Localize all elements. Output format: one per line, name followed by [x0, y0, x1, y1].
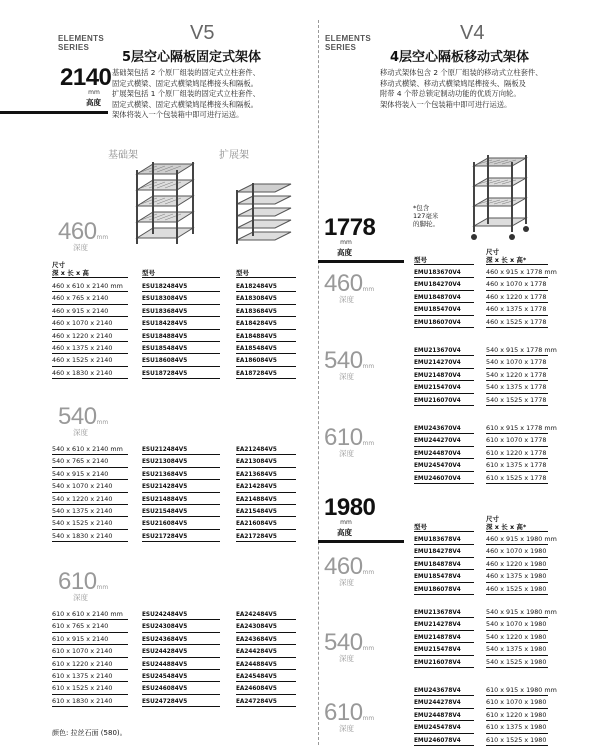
size-cell: 540 x 1070 x 1778 — [486, 356, 548, 368]
model-cell: EMU215470V4 — [414, 381, 474, 393]
v5-title: 5层空心隔板固定式架体 — [122, 50, 262, 65]
v5-ext-model-column — [236, 280, 296, 379]
model-cell: ESU185484V5 — [142, 342, 220, 354]
size-cell: 610 x 1220 x 1778 — [486, 447, 548, 459]
v4-depth-label: 深度 — [339, 295, 354, 304]
depth-unit: mm — [96, 584, 109, 591]
model-cell: ESU213084V5 — [142, 455, 220, 467]
model-cell: EA183084V5 — [236, 292, 296, 304]
v4-height-unit: mm — [340, 519, 352, 526]
model-cell: EMU186070V4 — [414, 316, 474, 328]
v5-code: V5 — [190, 22, 215, 44]
v5-ext-shelf-illustration — [235, 182, 293, 246]
v4-height-unit: mm — [340, 239, 352, 246]
model-cell: EA212484V5 — [236, 443, 296, 455]
size-cell: 610 x 1525 x 2140 — [52, 682, 128, 694]
model-cell: EA245484V5 — [236, 670, 296, 682]
model-cell: EMU214878V4 — [414, 631, 474, 643]
size-cell: 460 x 1525 x 2140 — [52, 354, 128, 366]
size-cell: 540 x 1220 x 1980 — [486, 631, 548, 643]
model-cell: EA214284V5 — [236, 480, 296, 492]
depth-unit: mm — [362, 286, 375, 293]
model-cell: EA216084V5 — [236, 517, 296, 529]
size-cell: 540 x 1525 x 1778 — [486, 394, 548, 406]
v4-model-column — [414, 422, 474, 484]
model-cell: ESU215484V5 — [142, 505, 220, 517]
caster-note-line: *包含 — [413, 204, 430, 212]
v4-size-column — [486, 606, 557, 668]
size-header-line2: 深 x 长 x 高 — [52, 269, 89, 277]
v4-mobile-shelf-illustration — [470, 152, 530, 244]
model-cell: EA187284V5 — [236, 367, 296, 379]
size-cell: 460 x 1830 x 2140 — [52, 367, 128, 379]
v4-model-column — [414, 266, 474, 328]
size-cell: 540 x 765 x 2140 — [52, 455, 128, 467]
model-cell: EMU184270V4 — [414, 278, 474, 290]
model-cell: ESU214884V5 — [142, 493, 220, 505]
v5-ext-model-column — [236, 608, 296, 707]
size-cell: 610 x 1525 x 1778 — [486, 472, 548, 484]
size-cell: 460 x 1070 x 2140 — [52, 317, 128, 329]
v4-series-label-line2: SERIES — [325, 43, 357, 52]
model-cell: EMU243678V4 — [414, 684, 474, 696]
model-cell: ESU183084V5 — [142, 292, 220, 304]
size-cell: 610 x 1375 x 2140 — [52, 670, 128, 682]
depth-unit: mm — [96, 234, 109, 241]
model-cell: ESU184884V5 — [142, 330, 220, 342]
v4-size-column — [486, 344, 557, 406]
model-cell: EMU244878V4 — [414, 709, 474, 721]
v5-depth-label: 深度 — [73, 243, 88, 252]
v5-base-label: 基础架 — [108, 150, 138, 161]
v4-height-label: 高度 — [337, 248, 352, 257]
v5-desc-line: 扩展架包括 1 个原厂组装的固定式立柱套件、 — [112, 89, 260, 98]
model-cell: EMU186078V4 — [414, 583, 474, 595]
depth-unit: mm — [362, 569, 375, 576]
size-cell: 610 x 1220 x 1980 — [486, 709, 548, 721]
model-cell: EMU214278V4 — [414, 618, 474, 630]
size-cell: 540 x 1220 x 1778 — [486, 369, 548, 381]
v5-ext-label: 扩展架 — [219, 150, 249, 161]
v4-size-column — [486, 533, 557, 595]
model-cell: EA213684V5 — [236, 468, 296, 480]
size-header-line2: 深 x 长 x 高* — [486, 256, 527, 264]
v5-height-label: 高度 — [86, 98, 101, 107]
v4-title: 4层空心隔板移动式架体 — [390, 50, 530, 65]
model-cell: EMU214870V4 — [414, 369, 474, 381]
depth-value: 460 — [324, 270, 363, 297]
model-cell: ESU182484V5 — [142, 280, 220, 292]
size-cell: 610 x 1070 x 2140 — [52, 645, 128, 657]
size-cell: 610 x 1220 x 2140 — [52, 658, 128, 670]
size-cell: 460 x 1525 x 1778 — [486, 316, 548, 328]
model-cell: EA214884V5 — [236, 493, 296, 505]
model-cell: EA184884V5 — [236, 330, 296, 342]
size-cell: 460 x 1525 x 1980 — [486, 583, 548, 595]
model-cell: EMU185470V4 — [414, 303, 474, 315]
size-cell: 540 x 1070 x 2140 — [52, 480, 128, 492]
size-cell: 460 x 1375 x 2140 — [52, 342, 128, 354]
model-cell: EMU246070V4 — [414, 472, 474, 484]
v4-model-header: 型号 — [414, 256, 474, 265]
model-cell: EA244284V5 — [236, 645, 296, 657]
size-cell: 610 x 1070 x 1778 — [486, 434, 548, 446]
model-cell: EMU214270V4 — [414, 356, 474, 368]
v5-series-label — [58, 34, 104, 52]
model-cell: ESU243084V5 — [142, 620, 220, 632]
v5-desc-line: 架体将装入一个包装箱中即可进行运送。 — [112, 110, 244, 119]
model-cell: EA217284V5 — [236, 530, 296, 542]
depth-unit: mm — [362, 440, 375, 447]
size-cell: 610 x 1830 x 2140 — [52, 695, 128, 707]
model-cell: ESU217284V5 — [142, 530, 220, 542]
depth-value: 610 — [324, 424, 363, 451]
depth-unit: mm — [362, 715, 375, 722]
v5-height-value: 2140 — [60, 64, 112, 91]
model-cell: EMU216078V4 — [414, 656, 474, 668]
size-cell: 460 x 915 x 2140 — [52, 305, 128, 317]
model-cell: EMU213678V4 — [414, 606, 474, 618]
size-header-line2: 深 x 长 x 高* — [486, 523, 527, 531]
size-cell: 540 x 915 x 1980 mm — [486, 606, 548, 618]
model-cell: EMU183678V4 — [414, 533, 474, 545]
v4-desc-line: 移动式横梁、移动式横梁鸠尾榫接头、隔板及 — [380, 78, 526, 88]
size-cell: 540 x 1525 x 2140 — [52, 517, 128, 529]
v5-depth-label: 深度 — [73, 593, 88, 602]
v5-ext-model-column — [236, 443, 296, 542]
model-cell: EMU245470V4 — [414, 459, 474, 471]
size-cell: 610 x 915 x 2140 — [52, 633, 128, 645]
model-cell: ESU245484V5 — [142, 670, 220, 682]
model-cell: ESU213684V5 — [142, 468, 220, 480]
size-cell: 460 x 1375 x 1980 — [486, 570, 548, 582]
size-cell: 540 x 1375 x 2140 — [52, 505, 128, 517]
model-cell: EMU213670V4 — [414, 344, 474, 356]
size-cell: 460 x 1220 x 2140 — [52, 330, 128, 342]
v5-size-column — [52, 443, 128, 542]
size-cell: 540 x 1220 x 2140 — [52, 493, 128, 505]
v5-base-model-column — [142, 608, 220, 707]
model-cell: ESU242484V5 — [142, 608, 220, 620]
model-cell: EA243084V5 — [236, 620, 296, 632]
v4-caster-note — [413, 204, 439, 228]
v4-size-column — [486, 422, 557, 484]
depth-value: 540 — [58, 403, 97, 430]
model-cell: ESU244884V5 — [142, 658, 220, 670]
v5-size-column — [52, 280, 128, 379]
v4-size-header — [486, 515, 548, 532]
size-header-line1: 尺寸 — [52, 261, 65, 269]
v5-base-shelf-illustration — [135, 160, 197, 246]
size-cell: 540 x 1375 x 1778 — [486, 381, 548, 393]
model-cell: ESU184284V5 — [142, 317, 220, 329]
model-cell: ESU246084V5 — [142, 682, 220, 694]
model-cell: EMU184870V4 — [414, 291, 474, 303]
size-cell: 540 x 610 x 2140 mm — [52, 443, 128, 455]
size-cell: 460 x 610 x 2140 mm — [52, 280, 128, 292]
model-cell: ESU212484V5 — [142, 443, 220, 455]
model-cell: EA184284V5 — [236, 317, 296, 329]
column-divider — [318, 20, 319, 745]
v5-size-column — [52, 608, 128, 707]
v4-model-column — [414, 344, 474, 406]
model-cell: ESU244284V5 — [142, 645, 220, 657]
v4-height-value: 1778 — [324, 214, 376, 241]
v5-ext-model-header: 型号 — [236, 269, 296, 278]
model-cell: ESU183684V5 — [142, 305, 220, 317]
v5-series-label-line1: ELEMENTS — [58, 34, 104, 43]
v4-model-column — [414, 606, 474, 668]
model-cell: EMU244278V4 — [414, 696, 474, 708]
v4-depth-label: 深度 — [339, 372, 354, 381]
size-cell: 610 x 915 x 1778 mm — [486, 422, 548, 434]
v5-series-label-line2: SERIES — [58, 43, 90, 52]
size-cell: 540 x 1830 x 2140 — [52, 530, 128, 542]
v5-desc-line: 基础架包括 2 个原厂组装的固定式立柱套件、 — [112, 68, 260, 77]
model-cell: EA213084V5 — [236, 455, 296, 467]
model-cell: ESU186084V5 — [142, 354, 220, 366]
model-cell: EMU183670V4 — [414, 266, 474, 278]
size-cell: 460 x 1375 x 1778 — [486, 303, 548, 315]
depth-value: 540 — [324, 629, 363, 656]
v4-height-bar — [318, 260, 404, 263]
size-cell: 540 x 1070 x 1980 — [486, 618, 548, 630]
model-cell: EA242484V5 — [236, 608, 296, 620]
v5-depth-label: 深度 — [73, 428, 88, 437]
v4-series-label — [325, 34, 371, 52]
model-cell: ESU214284V5 — [142, 480, 220, 492]
model-cell: EA185484V5 — [236, 342, 296, 354]
size-cell: 610 x 765 x 2140 — [52, 620, 128, 632]
size-cell: 460 x 1220 x 1778 — [486, 291, 548, 303]
size-cell: 610 x 1375 x 1778 — [486, 459, 548, 471]
v4-description — [380, 68, 543, 110]
v4-depth-label: 深度 — [339, 449, 354, 458]
caster-note-line: 127毫米 — [413, 212, 439, 220]
model-cell: EA247284V5 — [236, 695, 296, 707]
v4-model-column — [414, 533, 474, 595]
model-cell: EMU184278V4 — [414, 545, 474, 557]
size-cell: 610 x 1525 x 1980 — [486, 734, 548, 746]
size-header-line1: 尺寸 — [486, 248, 499, 256]
model-cell: EA182484V5 — [236, 280, 296, 292]
depth-unit: mm — [362, 645, 375, 652]
v5-footnote: 颜色: 拉丝石面 (580)。 — [52, 729, 127, 737]
v5-base-model-column — [142, 280, 220, 379]
size-cell: 610 x 1375 x 1980 — [486, 721, 548, 733]
size-cell: 540 x 1375 x 1980 — [486, 643, 548, 655]
size-cell: 540 x 915 x 2140 — [52, 468, 128, 480]
model-cell: EA243684V5 — [236, 633, 296, 645]
caster-note-line: 的脚轮。 — [413, 220, 439, 228]
size-cell: 460 x 765 x 2140 — [52, 292, 128, 304]
size-cell: 460 x 915 x 1980 mm — [486, 533, 548, 545]
model-cell: EA215484V5 — [236, 505, 296, 517]
size-cell: 460 x 1070 x 1778 — [486, 278, 548, 290]
depth-value: 540 — [324, 347, 363, 374]
model-cell: EMU215478V4 — [414, 643, 474, 655]
model-cell: ESU187284V5 — [142, 367, 220, 379]
size-cell: 610 x 915 x 1980 mm — [486, 684, 548, 696]
model-cell: EMU244870V4 — [414, 447, 474, 459]
depth-unit: mm — [96, 419, 109, 426]
model-cell: ESU216084V5 — [142, 517, 220, 529]
v5-height-bar — [0, 111, 108, 114]
size-cell: 540 x 915 x 1778 mm — [486, 344, 548, 356]
v5-desc-line: 固定式横梁、固定式横梁鸠尾榫接头和隔板。 — [112, 78, 258, 88]
v5-base-model-column — [142, 443, 220, 542]
size-cell: 460 x 1070 x 1980 — [486, 545, 548, 557]
v4-desc-line: 架体将装入一个包装箱中即可进行运送。 — [380, 99, 512, 109]
v4-depth-label: 深度 — [339, 654, 354, 663]
model-cell: EA244884V5 — [236, 658, 296, 670]
v5-size-header — [52, 261, 128, 278]
depth-value: 460 — [58, 218, 97, 245]
size-cell: 610 x 1070 x 1980 — [486, 696, 548, 708]
v4-model-column — [414, 684, 474, 746]
model-cell: EA186084V5 — [236, 354, 296, 366]
v4-desc-line: 移动式架体包含 2 个原厂组装的移动式立柱套件、 — [380, 68, 543, 77]
v4-height-value: 1980 — [324, 494, 376, 521]
depth-value: 610 — [324, 699, 363, 726]
size-cell: 460 x 1220 x 1980 — [486, 558, 548, 570]
size-cell: 540 x 1525 x 1980 — [486, 656, 548, 668]
size-cell: 610 x 610 x 2140 mm — [52, 608, 128, 620]
v4-desc-line: 附带 4 个带总锁定制动功能的优质万向轮。 — [380, 89, 521, 98]
v4-height-label: 高度 — [337, 528, 352, 537]
model-cell: EMU243670V4 — [414, 422, 474, 434]
model-cell: EMU245478V4 — [414, 721, 474, 733]
v4-depth-label: 深度 — [339, 724, 354, 733]
v5-height-unit: mm — [88, 89, 100, 96]
v4-code: V4 — [460, 22, 485, 44]
model-cell: ESU247284V5 — [142, 695, 220, 707]
depth-unit: mm — [362, 363, 375, 370]
model-cell: EMU185478V4 — [414, 570, 474, 582]
model-cell: EMU216070V4 — [414, 394, 474, 406]
depth-value: 610 — [58, 568, 97, 595]
model-cell: EMU184878V4 — [414, 558, 474, 570]
size-header-line1: 尺寸 — [486, 515, 499, 523]
v4-size-column — [486, 266, 557, 328]
v4-series-label-line1: ELEMENTS — [325, 34, 371, 43]
model-cell: EA246084V5 — [236, 682, 296, 694]
v4-size-header — [486, 248, 548, 265]
v5-description — [112, 68, 260, 121]
model-cell: EMU244270V4 — [414, 434, 474, 446]
size-cell: 460 x 915 x 1778 mm — [486, 266, 548, 278]
v4-depth-label: 深度 — [339, 578, 354, 587]
depth-value: 460 — [324, 553, 363, 580]
v4-height-bar — [318, 540, 404, 543]
v4-size-column — [486, 684, 557, 746]
v4-model-header: 型号 — [414, 523, 474, 532]
v5-desc-line: 固定式横梁、固定式横梁鸠尾榫接头和隔板。 — [112, 99, 258, 109]
model-cell: ESU243684V5 — [142, 633, 220, 645]
v5-base-model-header: 型号 — [142, 269, 220, 278]
model-cell: EMU246078V4 — [414, 734, 474, 746]
model-cell: EA183684V5 — [236, 305, 296, 317]
